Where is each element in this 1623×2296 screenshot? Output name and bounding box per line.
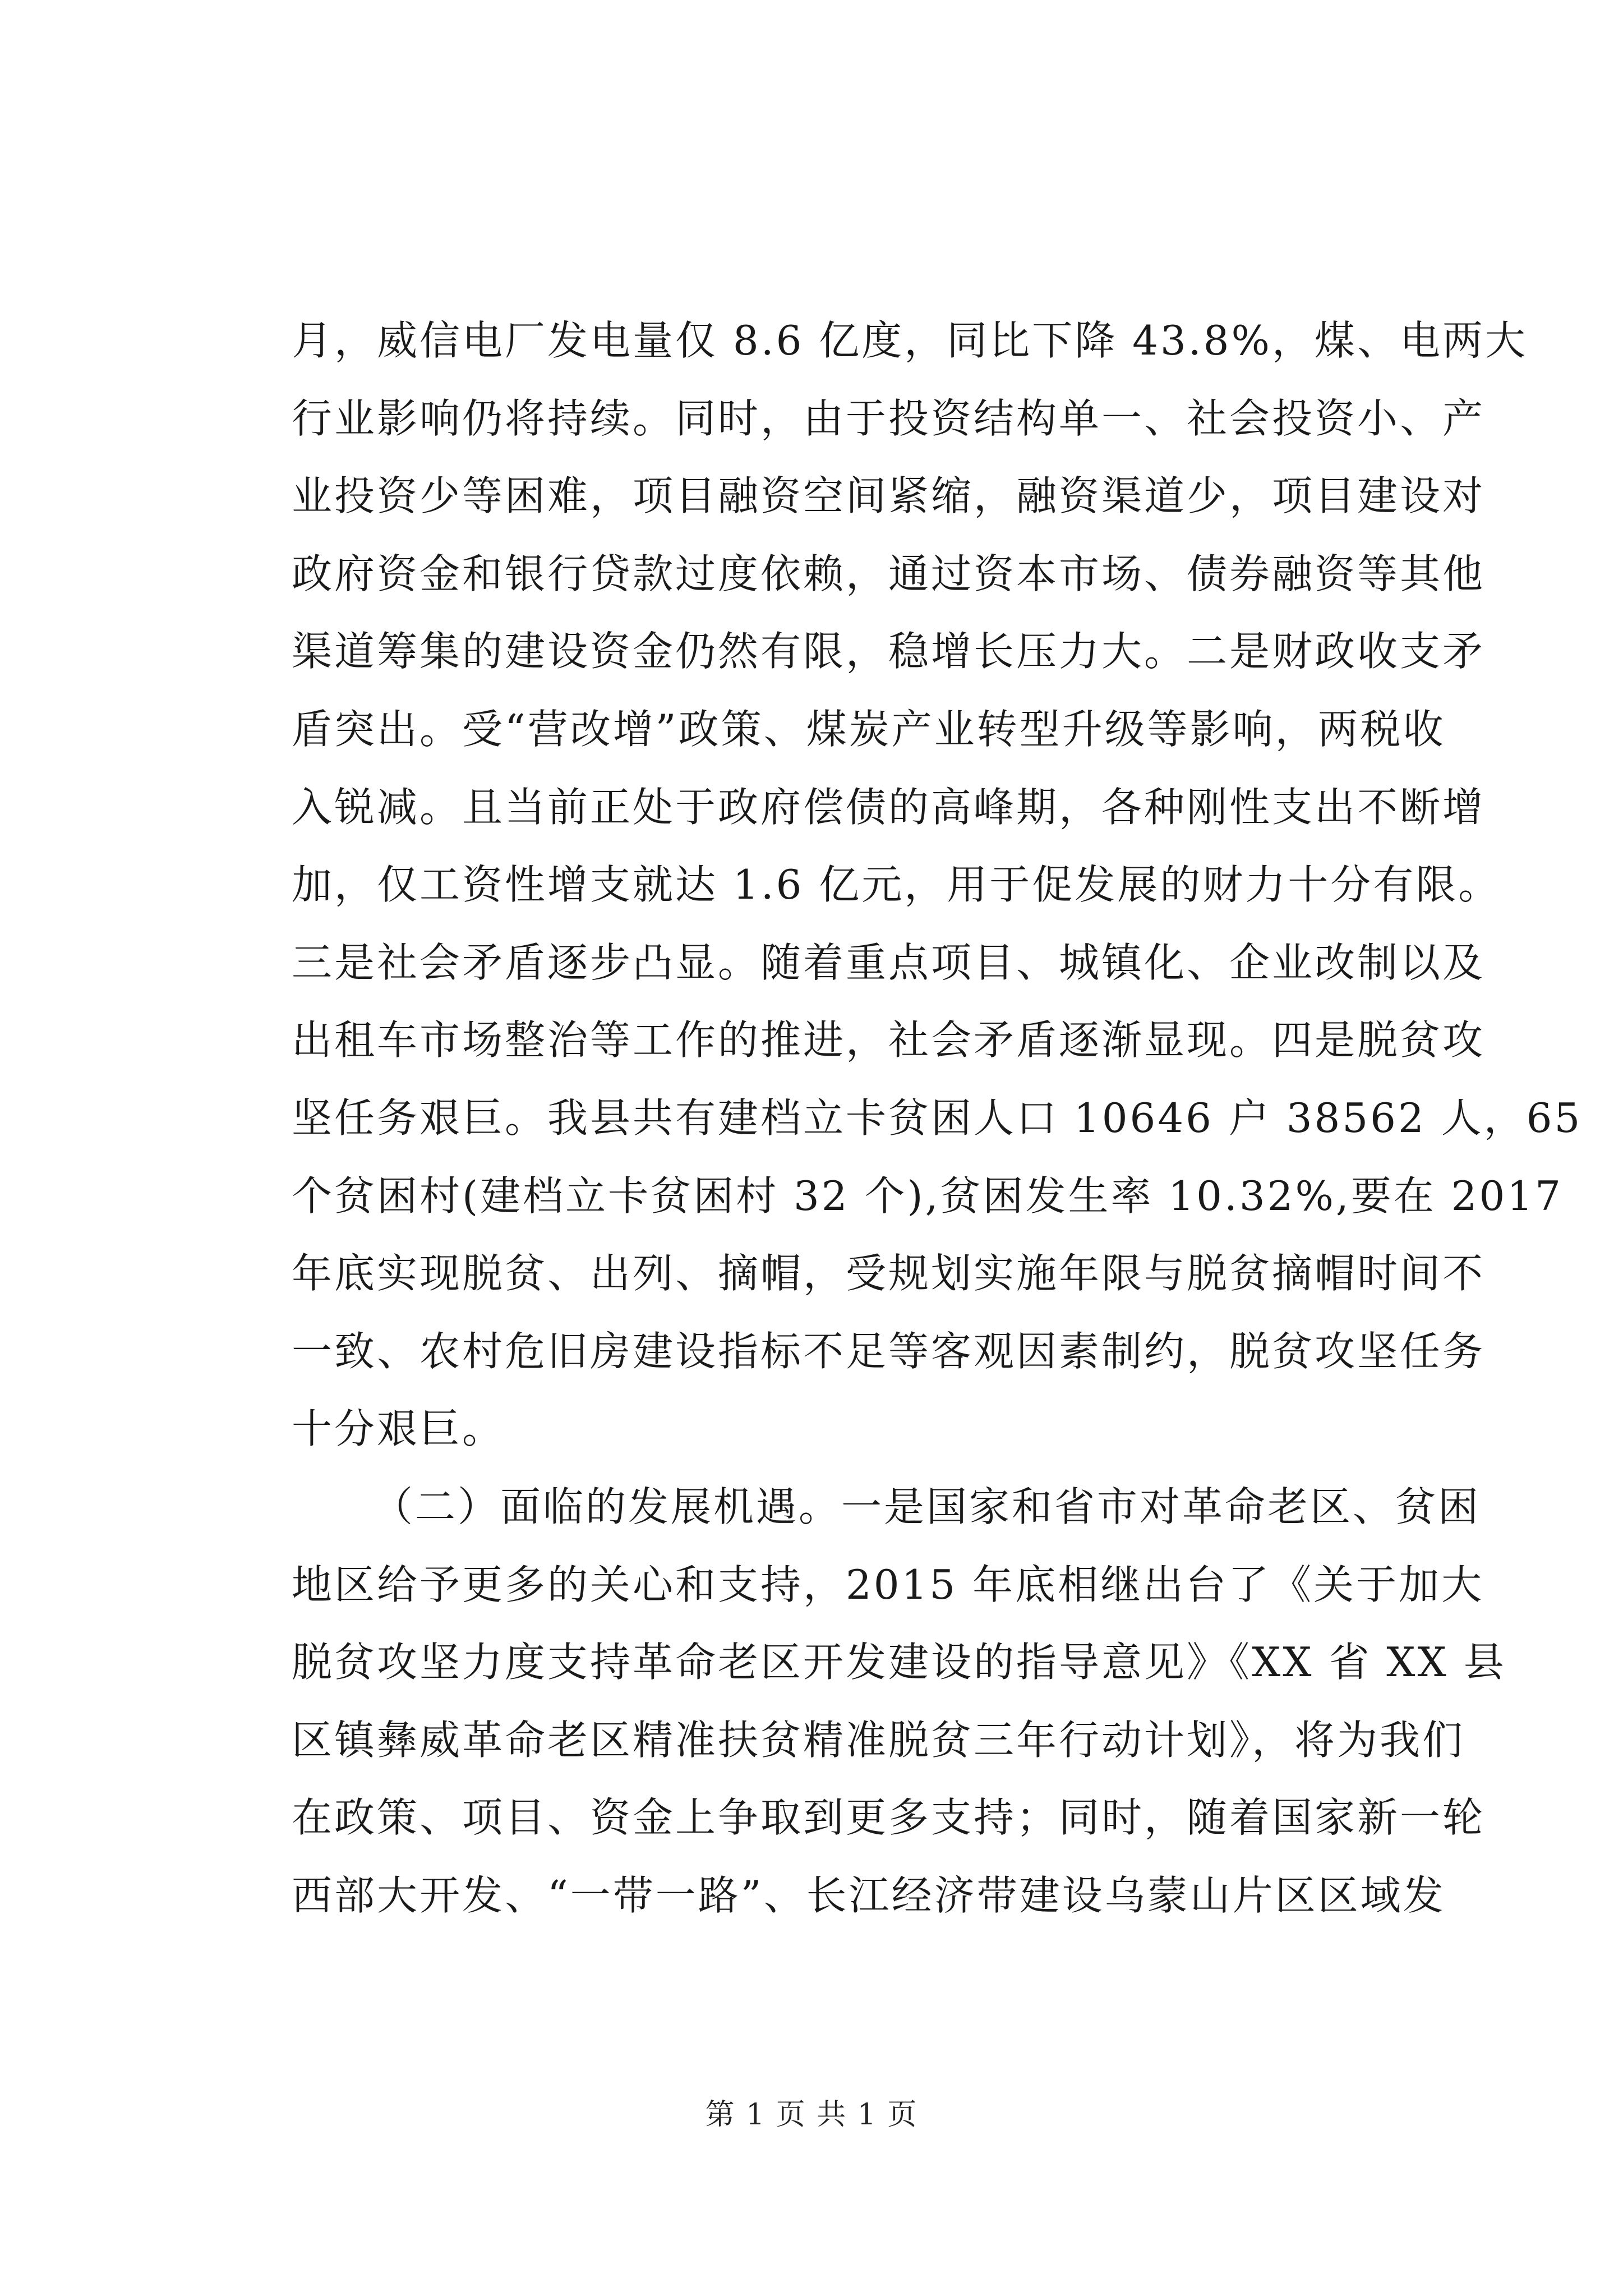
text-line: 脱贫攻坚力度支持革命老区开发建设的指导意见》《XX 省 XX 县 bbox=[292, 1639, 1506, 1686]
text-line: 业投资少等困难，项目融资空间紧缩，融资渠道少，项目建设对 bbox=[292, 472, 1486, 520]
text-line: 月，威信电厂发电量仅 8.6 亿度，同比下降 43.8%，煤、电两大 bbox=[292, 317, 1528, 364]
text-line: 渠道筹集的建设资金仍然有限，稳增长压力大。二是财政收支矛 bbox=[292, 628, 1486, 675]
text-line: 加，仅工资性增支就达 1.6 亿元，用于促发展的财力十分有限。 bbox=[292, 861, 1501, 909]
text-line: 一致、农村危旧房建设指标不足等客观因素制约，脱贫攻坚任务 bbox=[292, 1327, 1486, 1375]
text-line: 年底实现脱贫、出列、摘帽，受规划实施年限与脱贫摘帽时间不 bbox=[292, 1250, 1486, 1297]
text-line: 十分艰巨。 bbox=[292, 1405, 505, 1453]
document-body bbox=[292, 302, 1583, 1934]
text-line: 行业影响仍将持续。同时，由于投资结构单一、社会投资小、产 bbox=[292, 394, 1486, 442]
text-line: 在政策、项目、资金上争取到更多支持；同时，随着国家新一轮 bbox=[292, 1794, 1486, 1842]
text-line: 坚任务艰巨。我县共有建档立卡贫困人口 10646 户 38562 人，65 bbox=[292, 1094, 1583, 1142]
text-line: 区镇彝威革命老区精准扶贫精准脱贫三年行动计划》，将为我们 bbox=[292, 1716, 1465, 1764]
text-line: 个贫困村(建档立卡贫困村 32 个),贫困发生率 10.32%,要在 2017 bbox=[292, 1172, 1563, 1220]
page-footer: 第 1 页 共 1 页 bbox=[705, 2098, 918, 2132]
paragraph-start-line: （二）面临的发展机遇。一是国家和省市对革命老区、贫困 bbox=[372, 1483, 1481, 1530]
text-line: 西部大开发、“一带一路”、长江经济带建设乌蒙山片区区域发 bbox=[292, 1871, 1446, 1919]
text-line: 三是社会矛盾逐步凸显。随着重点项目、城镇化、企业改制以及 bbox=[292, 938, 1486, 986]
text-line: 盾突出。受“营改增”政策、煤炭产业转型升级等影响，两税收 bbox=[292, 705, 1446, 753]
text-line: 出租车市场整治等工作的推进，社会矛盾逐渐显现。四是脱贫攻 bbox=[292, 1016, 1486, 1064]
text-line: 政府资金和银行贷款过度依赖，通过资本市场、债券融资等其他 bbox=[292, 550, 1486, 597]
text-line: 入锐减。且当前正处于政府偿债的高峰期，各种刚性支出不断增 bbox=[292, 783, 1486, 831]
text-line: 地区给予更多的关心和支持，2015 年底相继出台了《关于加大 bbox=[292, 1561, 1484, 1608]
